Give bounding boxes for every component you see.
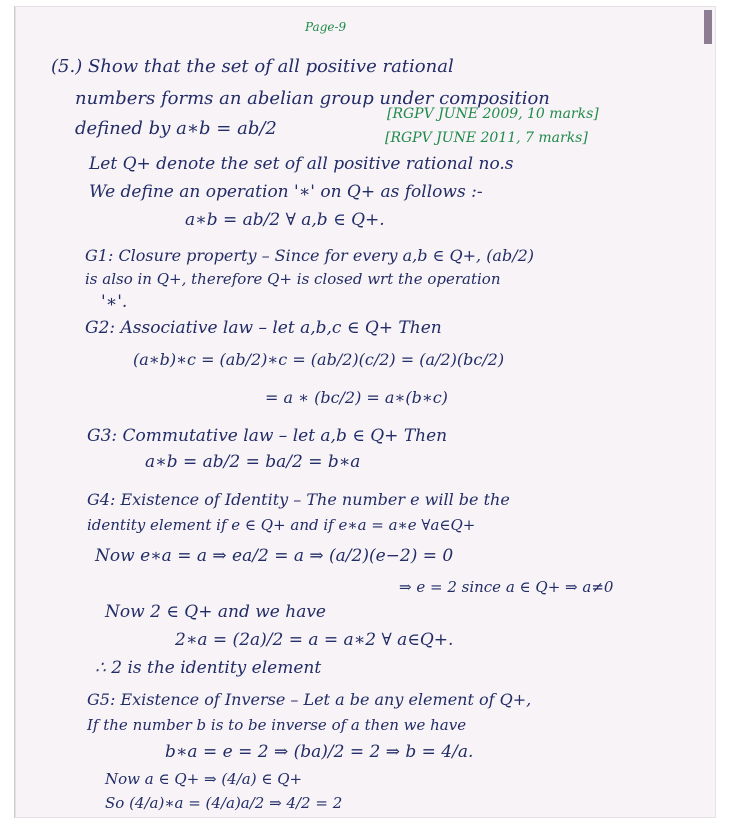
associative-line-2: (a∗b)∗c = (ab/2)∗c = (ab/2)(c/2) = (a/2)(bc/2): [133, 350, 505, 369]
inverse-line-2: If the number b is to be inverse of a then we have: [87, 716, 467, 734]
body-line-2: We define an operation '∗' on Q+ as follows :-: [89, 182, 483, 202]
question-line-1: (5.) Show that the set of all positive rational: [51, 56, 454, 77]
associative-line-3: = a ∗ (bc/2) = a∗(b∗c): [265, 388, 448, 407]
identity-line-2: identity element if e ∈ Q+ and if e∗a = a∗e ∀a∈Q+: [87, 516, 476, 534]
identity-line-3: Now e∗a = a ⇒ ea/2 = a ⇒ (a/2)(e−2) = 0: [95, 546, 454, 566]
identity-line-6: 2∗a = (2a)/2 = a = a∗2 ∀ a∈Q+.: [175, 630, 454, 650]
notebook-page: [14, 6, 716, 818]
associative-line-1: G2: Associative law – let a,b,c ∈ Q+ Then: [85, 318, 442, 338]
inverse-line-3: b∗a = e = 2 ⇒ (ba)/2 = 2 ⇒ b = 4/a.: [165, 742, 474, 762]
closure-line-1: G1: Closure property – Since for every a,b ∈ Q+, (ab/2): [85, 246, 535, 265]
identity-line-1: G4: Existence of Identity – The number e will be the: [87, 490, 510, 509]
exam-reference-2011: [RGPV JUNE 2011, 7 marks]: [385, 130, 588, 146]
question-line-2: numbers forms an abelian group under composition: [75, 88, 550, 109]
inverse-line-1: G5: Existence of Inverse – Let a be any element of Q+,: [87, 690, 532, 709]
identity-line-5: Now 2 ∈ Q+ and we have: [105, 602, 326, 622]
page-number: Page-9: [305, 20, 347, 34]
binding-mark: [704, 10, 712, 44]
closure-line-3: '∗'.: [101, 292, 128, 312]
exam-reference-2009: [RGPV JUNE 2009, 10 marks]: [387, 106, 599, 122]
closure-line-2: is also in Q+, therefore Q+ is closed wrt the operation: [85, 270, 501, 288]
inverse-line-5: So (4/a)∗a = (4/a)a/2 ⇒ 4/2 = 2: [105, 794, 343, 812]
operation-definition: a∗b = ab/2 ∀ a,b ∈ Q+.: [185, 210, 385, 230]
inverse-line-4: Now a ∈ Q+ ⇒ (4/a) ∈ Q+: [105, 770, 303, 788]
question-line-3: defined by a∗b = ab/2: [75, 118, 277, 139]
commutative-line-1: G3: Commutative law – let a,b ∈ Q+ Then: [87, 426, 448, 446]
identity-line-4: ⇒ e = 2 since a ∈ Q+ ⇒ a≠0: [399, 578, 614, 596]
commutative-line-2: a∗b = ab/2 = ba/2 = b∗a: [145, 452, 361, 472]
body-line-1: Let Q+ denote the set of all positive rational no.s: [89, 154, 514, 174]
identity-conclusion: ∴ 2 is the identity element: [95, 658, 322, 678]
